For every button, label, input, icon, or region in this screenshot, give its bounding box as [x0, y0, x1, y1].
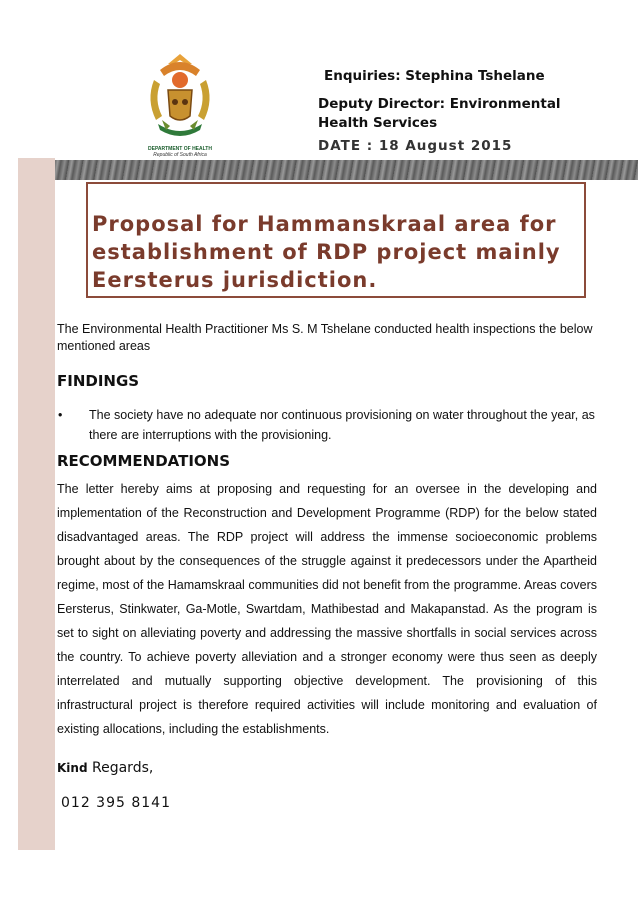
recommendations-heading: RECOMMENDATIONS — [57, 452, 231, 470]
intro-paragraph: The Environmental Health Practitioner Ms S. M Tshelane conducted health inspections the below mentioned areas — [57, 322, 593, 353]
document-title: Proposal for Hammanskraal area for establishment of RDP project mainly Eersterus jurisdiction. — [92, 212, 561, 292]
department-name: DEPARTMENT OF HEALTH — [148, 146, 212, 152]
coat-of-arms-logo — [140, 50, 220, 160]
department-subcaption: Republic of South Africa — [153, 152, 207, 158]
phone-number: 012 395 8141 — [61, 795, 171, 811]
title-box — [86, 182, 586, 298]
findings-heading: FINDINGS — [57, 372, 140, 390]
left-margin-bar — [18, 158, 55, 850]
recommendations-paragraph: The letter hereby aims at proposing and requesting for an oversee in the developing and implementation of the Reconstruction and Development Programme (RDP) for the below stated disadvantaged areas. The RDP project will address the immense socioeconomic problems brought about by the consequences of the struggle against it predecessors under the Apartheid regime, most of the Hamamskraal communities did not benefit from the programme. Areas covers Eersterus, Stinkwater, Ga-Motle, Swartdam, Mathibestad and Makapanstad. As the program is set to sight on alleviating poverty and addressing the massive shortfalls in social services across the country. To achieve poverty alleviation and a stronger economy were thus seen as deeply interrelated and mutually supporting objective development. The provisioning of this infrastructural project is therefore required activities will include monitoring and evaluation of existing allocations, including the establishments. — [57, 482, 597, 736]
findings-text: The society have no adequate nor continuous provisioning on water throughout the year, as there are interruptions with the provisioning. — [89, 408, 595, 442]
closing-kind: Kind — [57, 761, 88, 775]
enquiries-line: Enquiries: Stephina Tshelane — [324, 68, 545, 84]
bullet-icon: • — [58, 408, 63, 422]
closing-regards — [57, 760, 153, 776]
closing-regards-text: Regards, — [92, 760, 154, 776]
decorative-band — [55, 160, 638, 180]
department-caption — [135, 146, 225, 158]
position-line: Deputy Director: Environmental Health Services — [318, 96, 561, 131]
date-line: DATE : 18 August 2015 — [318, 138, 513, 154]
